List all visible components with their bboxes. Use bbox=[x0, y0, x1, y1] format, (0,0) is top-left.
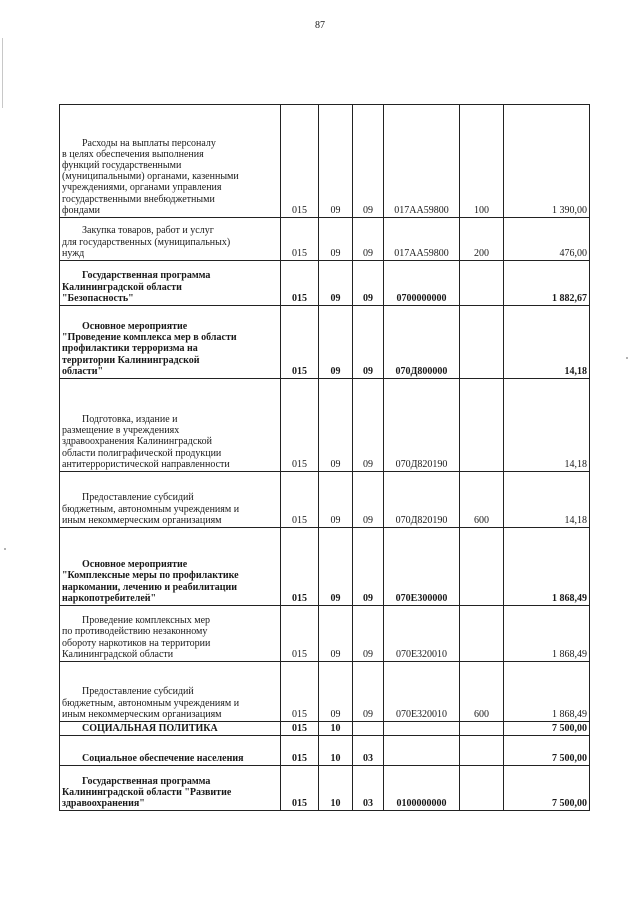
cell-expense-type: 100 bbox=[460, 105, 504, 218]
table-row bbox=[60, 379, 590, 472]
cell-subsection: 03 bbox=[353, 766, 384, 811]
description-line: Социальное обеспечение населения bbox=[82, 753, 244, 764]
description-line: Предоставление субсидий bbox=[82, 492, 194, 504]
description-line: бюджетным, автономным учреждениям и bbox=[62, 503, 240, 515]
description-line: Подготовка, издание и bbox=[82, 413, 178, 425]
cell-target-article: 017АА59800 bbox=[384, 105, 460, 218]
description-line: Калининградской области "Развитие bbox=[62, 786, 232, 798]
cell-amount: 7 500,00 bbox=[504, 722, 590, 736]
table-row bbox=[60, 766, 590, 811]
row-description bbox=[60, 105, 281, 218]
description-line: области" bbox=[62, 365, 104, 377]
cell-subsection: 09 bbox=[353, 472, 384, 528]
cell-amount: 14,18 bbox=[504, 306, 590, 379]
description-line: (муниципальными) органами, казенными bbox=[62, 171, 239, 183]
cell-target-article bbox=[384, 736, 460, 766]
cell-ved: 015 bbox=[281, 261, 319, 306]
cell-ved: 015 bbox=[281, 218, 319, 261]
cell-ved: 015 bbox=[281, 105, 319, 218]
description-line: Расходы на выплаты персоналу bbox=[82, 137, 216, 149]
description-line: учреждениями, органами управления bbox=[62, 182, 222, 194]
table-row bbox=[60, 306, 590, 379]
cell-subsection: 09 bbox=[353, 218, 384, 261]
cell-amount: 476,00 bbox=[504, 218, 590, 261]
row-description bbox=[60, 528, 281, 606]
cell-amount: 1 868,49 bbox=[504, 528, 590, 606]
description-line: фондами bbox=[62, 204, 101, 216]
table-row bbox=[60, 722, 590, 736]
row-description bbox=[60, 472, 281, 528]
description-line: бюджетным, автономным учреждениям и bbox=[62, 697, 240, 709]
cell-expense-type bbox=[460, 736, 504, 766]
description-line: функций государственными bbox=[62, 159, 182, 171]
cell-target-article: 070Д800000 bbox=[384, 306, 460, 379]
description-line: Государственная программа bbox=[82, 775, 211, 787]
cell-target-article: 070Д820190 bbox=[384, 379, 460, 472]
cell-expense-type bbox=[460, 306, 504, 379]
cell-target-article bbox=[384, 722, 460, 736]
scan-speck bbox=[626, 357, 628, 359]
cell-expense-type bbox=[460, 379, 504, 472]
scan-speck bbox=[4, 548, 6, 550]
cell-subsection: 09 bbox=[353, 528, 384, 606]
cell-expense-type: 200 bbox=[460, 218, 504, 261]
cell-ved: 015 bbox=[281, 472, 319, 528]
description-line: Проведение комплексных мер bbox=[82, 615, 211, 627]
cell-amount: 1 882,67 bbox=[504, 261, 590, 306]
cell-ved: 015 bbox=[281, 722, 319, 736]
cell-subsection: 09 bbox=[353, 261, 384, 306]
cell-ved: 015 bbox=[281, 528, 319, 606]
cell-target-article: 070Е320010 bbox=[384, 606, 460, 662]
cell-target-article: 017АА59800 bbox=[384, 218, 460, 261]
cell-expense-type: 600 bbox=[460, 662, 504, 722]
description-line: государственными внебюджетными bbox=[62, 193, 215, 205]
cell-amount: 1 868,49 bbox=[504, 662, 590, 722]
cell-target-article: 070Е320010 bbox=[384, 662, 460, 722]
table-row bbox=[60, 261, 590, 306]
description-line: наркопотребителей" bbox=[62, 592, 157, 604]
cell-ved: 015 bbox=[281, 766, 319, 811]
row-description bbox=[60, 306, 281, 379]
table-row bbox=[60, 472, 590, 528]
row-description bbox=[60, 379, 281, 472]
page-number: 87 bbox=[315, 20, 325, 31]
description-line: Предоставление субсидий bbox=[82, 686, 194, 698]
cell-section: 09 bbox=[319, 261, 353, 306]
cell-ved: 015 bbox=[281, 606, 319, 662]
description-line: здравоохранения Калининградской bbox=[62, 436, 212, 448]
description-line: Основное мероприятие bbox=[82, 559, 188, 571]
description-line: Основное мероприятие bbox=[82, 320, 188, 332]
cell-section: 09 bbox=[319, 105, 353, 218]
row-description bbox=[60, 766, 281, 811]
cell-expense-type bbox=[460, 722, 504, 736]
cell-amount: 14,18 bbox=[504, 379, 590, 472]
description-line: иным некоммерческим организациям bbox=[62, 514, 222, 526]
row-description bbox=[60, 736, 281, 766]
description-line: "Комплексные меры по профилактике bbox=[62, 570, 239, 582]
description-line: иным некоммерческим организациям bbox=[62, 708, 222, 720]
row-description bbox=[60, 261, 281, 306]
cell-amount: 14,18 bbox=[504, 472, 590, 528]
cell-section: 09 bbox=[319, 218, 353, 261]
cell-ved: 015 bbox=[281, 662, 319, 722]
table-row bbox=[60, 218, 590, 261]
description-line: наркомании, лечению и реабилитации bbox=[62, 581, 238, 593]
cell-ved: 015 bbox=[281, 306, 319, 379]
description-line: Государственная программа bbox=[82, 270, 211, 282]
cell-section: 09 bbox=[319, 472, 353, 528]
cell-section: 09 bbox=[319, 662, 353, 722]
cell-section: 09 bbox=[319, 379, 353, 472]
cell-expense-type bbox=[460, 261, 504, 306]
table-row bbox=[60, 736, 590, 766]
cell-expense-type bbox=[460, 766, 504, 811]
cell-amount: 7 500,00 bbox=[504, 736, 590, 766]
cell-subsection: 09 bbox=[353, 306, 384, 379]
cell-expense-type: 600 bbox=[460, 472, 504, 528]
description-line: обороту наркотиков на территории bbox=[62, 637, 211, 649]
cell-amount: 1 390,00 bbox=[504, 105, 590, 218]
description-line: "Проведение комплекса мер в области bbox=[62, 332, 237, 344]
cell-ved: 015 bbox=[281, 379, 319, 472]
cell-target-article: 0700000000 bbox=[384, 261, 460, 306]
description-line: Калининградской области bbox=[62, 281, 182, 293]
table-row bbox=[60, 105, 590, 218]
description-line: здравоохранения" bbox=[62, 798, 145, 809]
table-row bbox=[60, 528, 590, 606]
cell-subsection: 09 bbox=[353, 662, 384, 722]
description-line: Закупка товаров, работ и услуг bbox=[82, 225, 214, 237]
description-line: территории Калининградской bbox=[62, 354, 200, 366]
description-line: "Безопасность" bbox=[62, 292, 134, 304]
cell-subsection: 09 bbox=[353, 606, 384, 662]
cell-expense-type bbox=[460, 528, 504, 606]
description-line: по противодействию незаконному bbox=[62, 626, 208, 638]
table-row bbox=[60, 662, 590, 722]
description-line: нужд bbox=[62, 247, 85, 259]
cell-subsection bbox=[353, 722, 384, 736]
cell-subsection: 09 bbox=[353, 379, 384, 472]
description-line: Калининградской области bbox=[62, 648, 174, 660]
cell-section: 09 bbox=[319, 606, 353, 662]
description-line: антитеррористической направленности bbox=[62, 458, 230, 470]
description-line: СОЦИАЛЬНАЯ ПОЛИТИКА bbox=[82, 723, 218, 734]
cell-target-article: 070Е300000 bbox=[384, 528, 460, 606]
row-description bbox=[60, 662, 281, 722]
cell-ved: 015 bbox=[281, 736, 319, 766]
cell-subsection: 03 bbox=[353, 736, 384, 766]
cell-section: 10 bbox=[319, 722, 353, 736]
cell-amount: 1 868,49 bbox=[504, 606, 590, 662]
cell-target-article: 070Д820190 bbox=[384, 472, 460, 528]
description-line: в целях обеспечения выполнения bbox=[62, 148, 204, 160]
cell-expense-type bbox=[460, 606, 504, 662]
cell-section: 10 bbox=[319, 736, 353, 766]
description-line: профилактики терроризма на bbox=[62, 343, 198, 355]
cell-section: 09 bbox=[319, 306, 353, 379]
table-row bbox=[60, 606, 590, 662]
cell-target-article: 0100000000 bbox=[384, 766, 460, 811]
row-description bbox=[60, 722, 281, 736]
scan-edge-mark bbox=[2, 38, 3, 108]
cell-amount: 7 500,00 bbox=[504, 766, 590, 811]
cell-subsection: 09 bbox=[353, 105, 384, 218]
cell-section: 09 bbox=[319, 528, 353, 606]
budget-table bbox=[59, 104, 590, 811]
row-description bbox=[60, 218, 281, 261]
row-description bbox=[60, 606, 281, 662]
description-line: размещение в учреждениях bbox=[62, 425, 180, 437]
description-line: области полиграфической продукции bbox=[62, 447, 222, 459]
cell-section: 10 bbox=[319, 766, 353, 811]
description-line: для государственных (муниципальных) bbox=[62, 236, 231, 248]
